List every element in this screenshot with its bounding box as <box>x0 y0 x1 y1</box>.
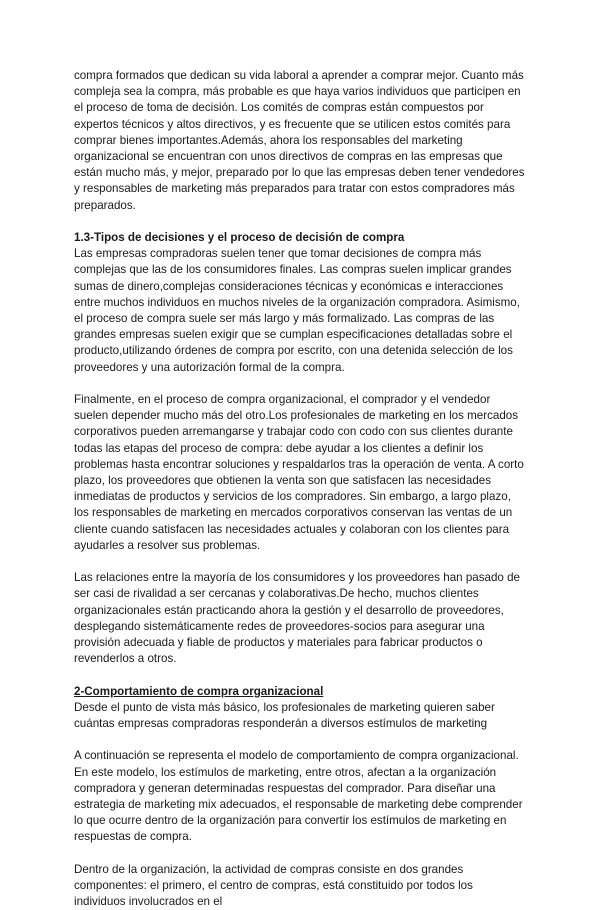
section-1-3-paragraph: Las empresas compradoras suelen tener que tomar decisiones de compra más complejas que las de los consumidores finales. Las compras suelen implicar grandes sumas de dinero,complejas consideraciones técnicas y económicas e interacciones entre muchos individuos en muchos niveles de la organización compradora. Asimismo, el proceso de compra suele ser más largo y más formalizado. Las compras de las grandes empresas suelen exigir que se cumplan especificaciones detalladas sobre el producto,utilizando órdenes de compra por escrito, con una detenida selección de los proveedores y una autorización formal de la compra. <box>74 247 520 374</box>
section-1-3-paragraph: Las relaciones entre la mayoría de los consumidores y los proveedores han pasado de ser casi de rivalidad a ser cercanas y colaborativas.De hecho, muchos clientes organizacionales están practicando ahora la gestión y el desarrollo de proveedores, desplegando sistemáticamente redes de proveedores-socios para asegurar una provisión adecuada y fiable de productos y materiales para fabricar productos o revenderlos a otros. <box>74 571 520 666</box>
section-heading-2: 2-Comportamiento de compra organizacional <box>74 684 324 698</box>
section-1-3-paragraph: Finalmente, en el proceso de compra organizacional, el comprador y el vendedor suelen depender mucho más del otro.Los profesionales de marketing en los mercados corporativos pueden arremangarse y trabajar codo con codo con sus clientes durante todas las etapas del proceso de compra: debe ayudar a los clientes a definir los problemas hasta encontrar soluciones y respaldarlos tras la operación de venta. A corto plazo, los proveedores que obtienen la venta son que satisfacen las necesidades inmediatas de productos y servicios de los compradores. Sin embargo, a largo plazo, los responsables de marketing en mercados corporativos conservan las ventas de un cliente cuando satisfacen las necesidades actuales y colaboran con los clientes para ayudarles a resolver sus problemas. <box>74 393 524 552</box>
section-heading-1-3: 1.3-Tipos de decisiones y el proceso de decisión de compra <box>74 231 405 245</box>
document-page <box>74 68 526 910</box>
intro-paragraph: compra formados que dedican su vida laboral a aprender a comprar mejor. Cuanto más compleja sea la compra, más probable es que haya varios individuos que participen en el proceso de toma de decisión. Los comités de compras están compuestos por expertos técnicos y altos directivos, y es frecuente que se utilicen estos comités para comprar bienes importantes.Además, ahora los responsables del marketing organizacional se encuentran con unos directivos de compras en las empresas que están mucho más, y mejor, preparado por lo que las empresas deben tener vendedores y responsables de marketing más preparados para tratar con estos compradores más preparados. <box>74 69 525 212</box>
section-2-paragraph: A continuación se representa el modelo de comportamiento de compra organizacional. En este modelo, los estímulos de marketing, entre otros, afectan a la organización compradora y generan determinadas respuestas del comprador. Para diseñar una estrategia de marketing mix adecuados, el responsable de marketing debe comprender lo que ocurre dentro de la organización para convertir los estímulos de marketing en respuestas de compra. <box>74 749 523 844</box>
section-2-paragraph: Dentro de la organización, la actividad de compras consiste en dos grandes componentes: el primero, el centro de compras, está constituido por todos los individuos involucrados en el <box>74 862 473 909</box>
section-2-paragraph: Desde el punto de vista más básico, los profesionales de marketing quieren saber cuántas empresas compradoras responderán a diversos estímulos de marketing <box>74 700 495 731</box>
